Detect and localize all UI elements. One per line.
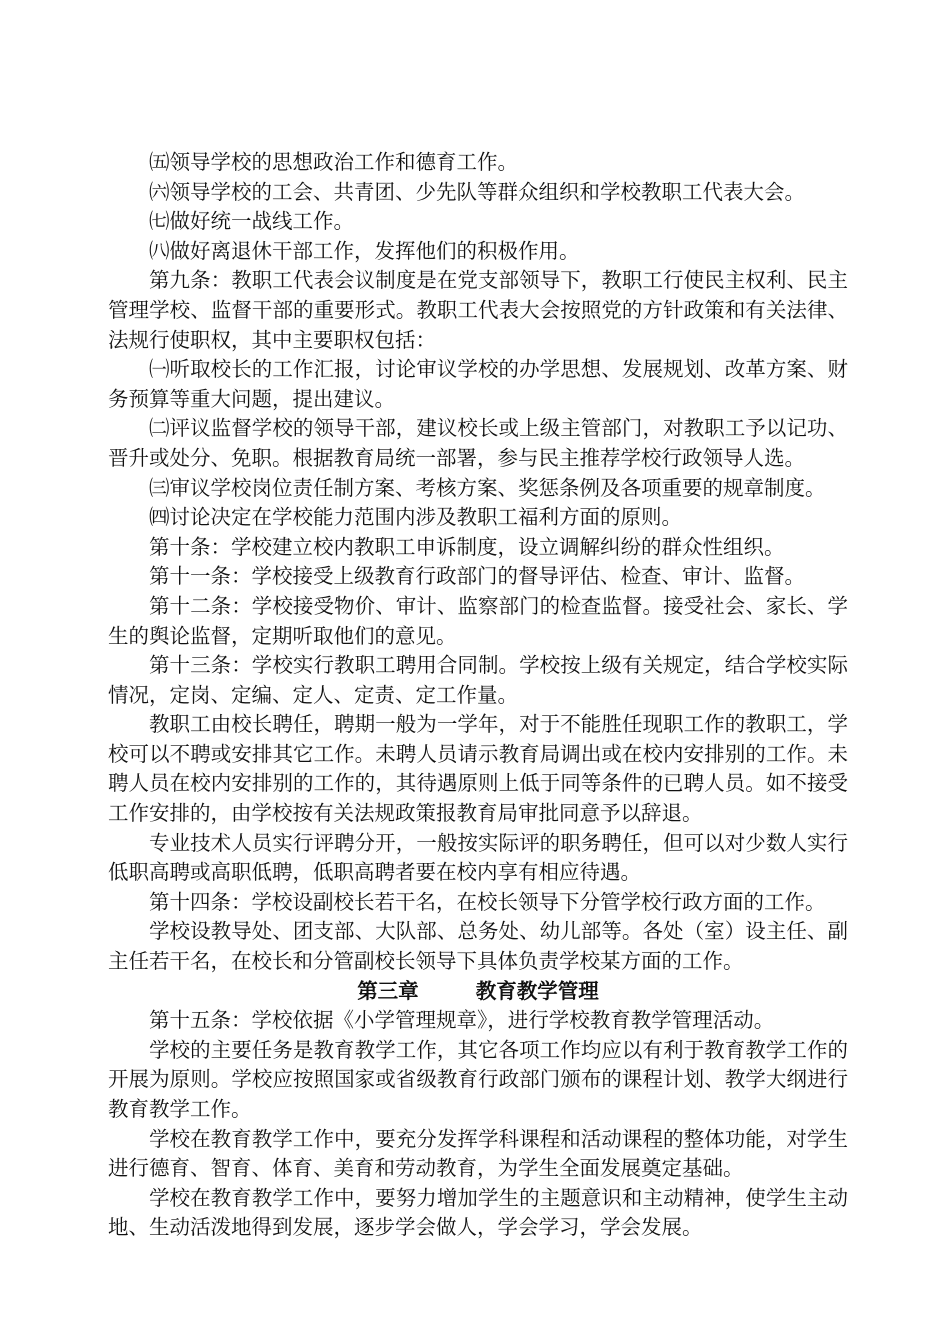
paragraph-power-2: ㈡评议监督学校的领导干部，建议校长或上级主管部门，对教职工予以记功、晋升或处分、免职。根据教育局统一部署，参与民主推荐学校行政领导人选。 [108, 416, 848, 470]
paragraph-curriculum: 学校在教育教学工作中，要充分发挥学科课程和活动课程的整体功能，对学生进行德育、智育、体育、美育和劳动教育，为学生全面发展奠定基础。 [108, 1126, 848, 1181]
paragraph-main-task: 学校的主要任务是教育教学工作，其它各项工作均应以有利于教育教学工作的开展为原则。学校应按照国家或省级教育行政部门颁布的课程计划、教学大纲进行教育教学工作。 [108, 1037, 848, 1121]
paragraph-item-6: ㈥领导学校的工会、共青团、少先队等群众组织和学校教职工代表大会。 [149, 179, 805, 204]
paragraph-article-12: 第十二条：学校接受物价、审计、监察部门的检查监督。接受社会、家长、学生的舆论监督，定期听取他们的意见。 [108, 593, 848, 648]
paragraph-power-1: ㈠听取校长的工作汇报，讨论审议学校的办学思想、发展规划、改革方案、财务预算等重大问题，提出建议。 [108, 357, 848, 411]
paragraph-item-8: ㈧做好离退休干部工作，发挥他们的积极作用。 [149, 238, 580, 263]
paragraph-article-9: 第九条：教职工代表会议制度是在党支部领导下，教职工行使民主权利、民主管理学校、监督干部的重要形式。教职工代表大会按照党的方针政策和有关法律、法规行使职权，其中主要职权包括： [108, 268, 848, 352]
document-page [108, 148, 848, 1243]
paragraph-article-15: 第十五条：学校依据《小学管理规章》，进行学校教育教学管理活动。 [149, 1008, 775, 1033]
paragraph-power-3: ㈢审议学校岗位责任制方案、考核方案、奖惩条例及各项重要的规章制度。 [149, 475, 826, 500]
paragraph-item-5: ㈤领导学校的思想政治工作和德育工作。 [149, 150, 518, 174]
paragraph-article-13: 第十三条：学校实行教职工聘用合同制。学校按上级有关规定，结合学校实际情况，定岗、定编、定人、定责、定工作量。 [108, 653, 848, 707]
paragraph-item-7: ㈦做好统一战线工作。 [149, 209, 354, 234]
paragraph-departments: 学校设教导处、团支部、大队部、总务处、幼儿部等。各处（室）设主任、副主任若干名，在校长和分管副校长领导下具体负责学校某方面的工作。 [108, 919, 848, 974]
paragraph-article-10: 第十条：学校建立校内教职工申诉制度，设立调解纠纷的群众性组织。 [149, 534, 785, 559]
chapter-heading: 第三章 教育教学管理 [357, 978, 599, 1003]
paragraph-hiring: 教职工由校长聘任，聘期一般为一学年，对于不能胜任现职工作的教职工，学校可以不聘或安排其它工作。未聘人员请示教育局调出或在校内安排别的工作。未聘人员在校内安排别的工作的，其待遇原则上低于同等条件的已聘人员。如不接受工作安排的，由学校按有关法规政策报教育局审批同意予以辞退。 [108, 712, 848, 826]
paragraph-power-4: ㈣讨论决定在学校能力范围内涉及教职工福利方面的原则。 [149, 505, 682, 530]
paragraph-article-14: 第十四条：学校设副校长若干名，在校长领导下分管学校行政方面的工作。 [149, 889, 826, 914]
paragraph-technical-staff: 专业技术人员实行评聘分开，一般按实际评的职务聘任，但可以对少数人实行低职高聘或高职低聘，低职高聘者要在校内享有相应待遇。 [108, 830, 848, 885]
paragraph-article-11: 第十一条：学校接受上级教育行政部门的督导评估、检查、审计、监督。 [149, 564, 805, 589]
paragraph-student-development: 学校在教育教学工作中，要努力增加学生的主题意识和主动精神，使学生主动地、生动活泼地得到发展，逐步学会做人，学会学习，学会发展。 [108, 1185, 848, 1240]
